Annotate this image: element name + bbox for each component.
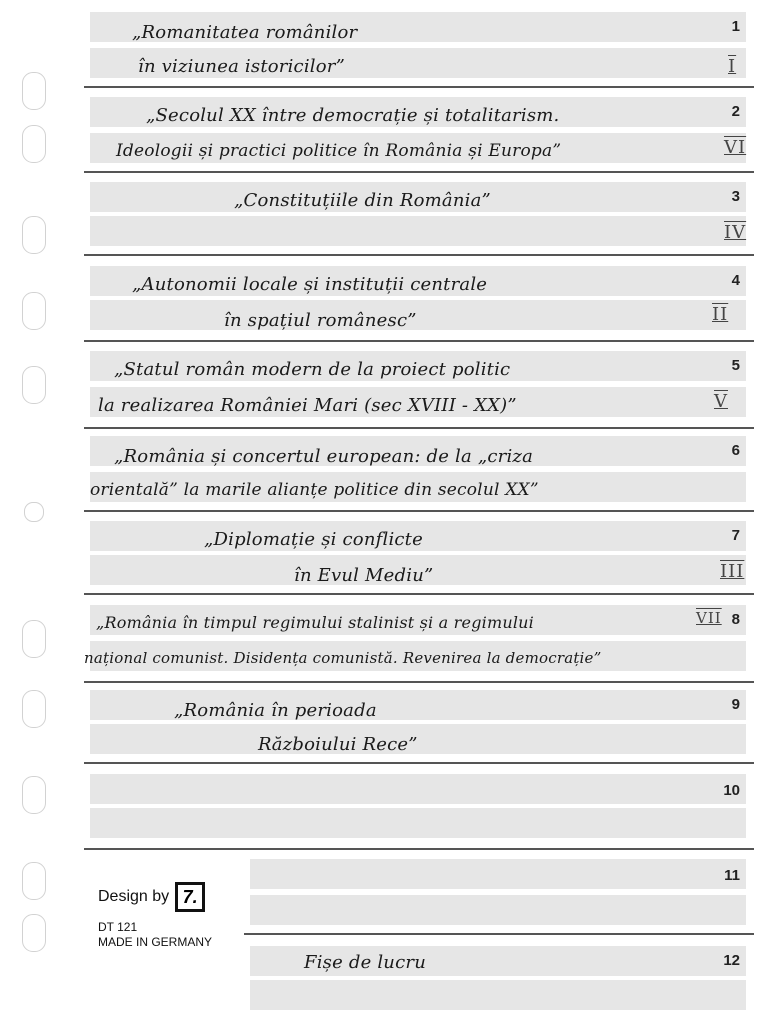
section-title-line: Ideologii și practici politice în România și Europa” bbox=[116, 141, 562, 161]
punch-hole bbox=[22, 72, 46, 110]
section-title-line: în spațiul românesc” bbox=[224, 310, 417, 331]
section-number: 4 bbox=[731, 272, 740, 289]
roman-numeral: VI bbox=[724, 137, 747, 158]
punch-hole bbox=[22, 125, 46, 163]
section-number: 11 bbox=[724, 867, 740, 884]
model-code: DT 121 bbox=[98, 920, 138, 934]
section-title-line: „Secolul XX între democrație și totalitarism. bbox=[146, 105, 560, 126]
section-title-line: în Evul Mediu” bbox=[294, 565, 434, 586]
punch-hole bbox=[22, 776, 46, 814]
section-title-line: Fișe de lucru bbox=[304, 952, 426, 973]
section-title-line: „Diplomație și conflicte bbox=[204, 529, 423, 550]
roman-numeral: II bbox=[712, 304, 729, 325]
section-title-line: „Romanitatea românilor bbox=[132, 22, 358, 43]
punch-hole bbox=[22, 620, 46, 658]
section-number: 6 bbox=[731, 442, 740, 459]
section-title-line: „Autonomii locale și instituții centrale bbox=[132, 274, 488, 295]
brand-logo-icon: 7. bbox=[175, 882, 205, 912]
section-number: 3 bbox=[731, 188, 740, 205]
made-in-label: MADE IN GERMANY bbox=[98, 935, 213, 949]
punch-hole bbox=[22, 216, 46, 254]
section-number: 8 bbox=[731, 611, 740, 628]
section-title-line: „România în timpul regimului stalinist și a regimului bbox=[96, 613, 534, 632]
brand-block bbox=[98, 882, 248, 950]
punch-hole bbox=[22, 862, 46, 900]
roman-numeral: III bbox=[720, 561, 745, 582]
punch-hole bbox=[22, 914, 46, 952]
punch-hole bbox=[22, 366, 46, 404]
section-number: 9 bbox=[731, 696, 740, 713]
punch-hole bbox=[24, 502, 44, 522]
section-title-line: în viziunea istoricilor” bbox=[138, 56, 345, 77]
punch-holes bbox=[22, 0, 46, 1024]
section-number: 5 bbox=[731, 357, 740, 374]
section-title-line: Războiului Rece” bbox=[258, 734, 418, 755]
section-title-line: „Constituțiile din România” bbox=[234, 190, 491, 211]
section-number: 1 bbox=[731, 18, 740, 35]
roman-numeral: VII bbox=[696, 609, 722, 627]
roman-numeral: I bbox=[728, 56, 737, 77]
roman-numeral: V bbox=[714, 391, 728, 412]
section-number: 2 bbox=[731, 103, 740, 120]
punch-hole bbox=[22, 292, 46, 330]
section-title-line: orientală” la marile alianțe politice din secolul XX” bbox=[90, 480, 539, 500]
punch-hole bbox=[22, 690, 46, 728]
section-title-line: național comunist. Disidența comunistă. Revenirea la democrație” bbox=[84, 649, 602, 667]
section-title-line: „România și concertul european: de la „criza bbox=[114, 446, 534, 467]
section-title-line: „Statul român modern de la proiect politic bbox=[114, 359, 511, 380]
section-title-line: „România în perioada bbox=[174, 700, 377, 721]
section-title-line: la realizarea României Mari (sec XVIII - XX)” bbox=[98, 395, 517, 416]
section-number: 10 bbox=[723, 782, 740, 799]
design-by-label: Design by bbox=[98, 888, 170, 905]
roman-numeral: IV bbox=[724, 222, 747, 243]
section-number: 12 bbox=[723, 952, 740, 969]
divider-sheet bbox=[84, 0, 754, 1024]
section-number: 7 bbox=[731, 527, 740, 544]
